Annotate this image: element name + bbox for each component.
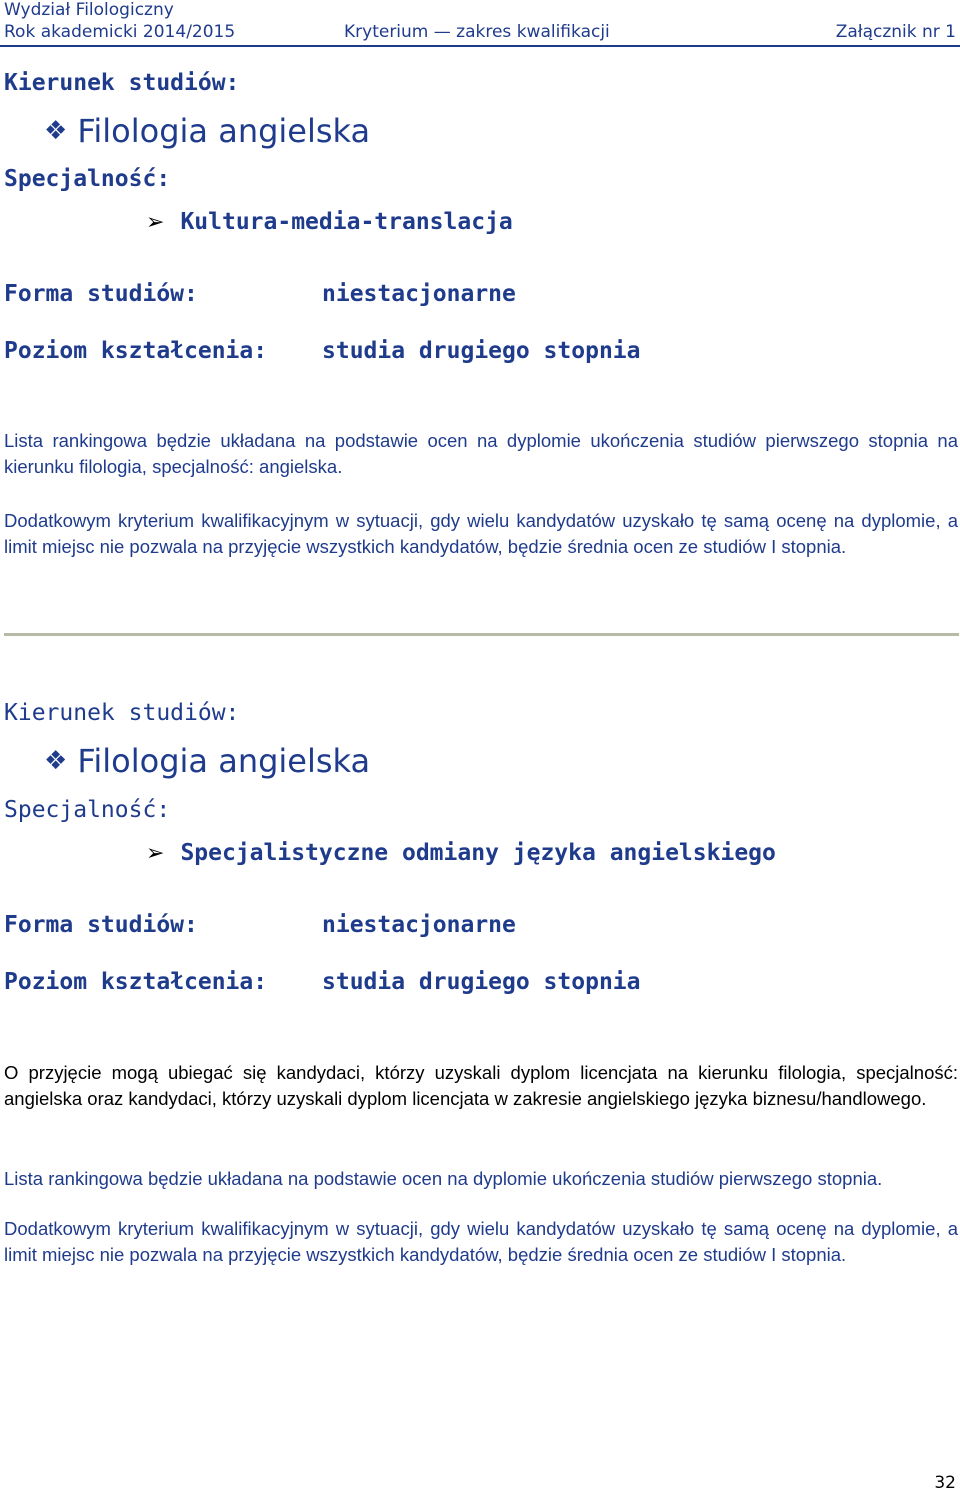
- major-heading: [44, 742, 370, 780]
- eligibility-paragraph: O przyjęcie mogą ubiegać się kandydaci, którzy uzyskali dyplom licencjata na kierunku filologia, specjalność: angielska oraz kandydaci, którzy uzyskali dyplom licencjata w zakresie angielskiego języka biznesu/handlowego.: [4, 1062, 958, 1109]
- header-divider: [0, 45, 960, 47]
- criterion-title: Kryterium — zakres kwalifikacji: [344, 22, 610, 42]
- major-label: Kierunek studiów:: [4, 70, 240, 96]
- level-value: studia drugiego stopnia: [322, 338, 641, 364]
- additional-criterion-paragraph: Dodatkowym kryterium kwalifikacyjnym w sytuacji, gdy wielu kandydatów uzyskało tę samą ocenę na dyplomie, a limit miejsc nie pozwala na przyjęcie wszystkich kandydatów, będzie średnia ocen ze studiów I stopnia.: [4, 1218, 958, 1265]
- specialty-name: Specjalistyczne odmiany języka angielskiego: [180, 840, 776, 866]
- major-label: Kierunek studiów:: [4, 700, 240, 726]
- diamond-bullet-icon: ❖: [44, 116, 68, 146]
- ranking-paragraph: Lista rankingowa będzie układana na podstawie ocen na dyplomie ukończenia studiów pierwszego stopnia.: [4, 1168, 883, 1189]
- form-label: Forma studiów:: [4, 281, 198, 307]
- form-value: niestacjonarne: [322, 912, 516, 938]
- specialty-heading: [146, 209, 513, 235]
- major-name: Filologia angielska: [77, 112, 371, 150]
- academic-year: Rok akademicki 2014/2015: [4, 22, 236, 42]
- level-label: Poziom kształcenia:: [4, 338, 268, 364]
- specialty-label: Specjalność:: [4, 166, 171, 192]
- arrow-bullet-icon: ➢: [146, 841, 165, 866]
- page-header: [0, 0, 960, 44]
- major-heading: [44, 112, 370, 150]
- page-number: 32: [934, 1473, 956, 1493]
- ranking-paragraph: Lista rankingowa będzie układana na podstawie ocen na dyplomie ukończenia studiów pierwszego stopnia na kierunku filologia, specjalność: angielska.: [4, 430, 958, 477]
- diamond-bullet-icon: ❖: [44, 746, 68, 776]
- specialty-name: Kultura-media-translacja: [180, 209, 513, 235]
- arrow-bullet-icon: ➢: [146, 210, 165, 235]
- specialty-label: Specjalność:: [4, 797, 171, 823]
- major-name: Filologia angielska: [77, 742, 371, 780]
- additional-criterion-paragraph: Dodatkowym kryterium kwalifikacyjnym w sytuacji, gdy wielu kandydatów uzyskało tę samą ocenę na dyplomie, a limit miejsc nie pozwala na przyjęcie wszystkich kandydatów, będzie średnia ocen ze studiów I stopnia.: [4, 510, 958, 557]
- faculty-name: Wydział Filologiczny: [4, 0, 174, 20]
- specialty-heading: [146, 840, 776, 866]
- level-value: studia drugiego stopnia: [322, 969, 641, 995]
- level-label: Poziom kształcenia:: [4, 969, 268, 995]
- section-divider: [4, 633, 959, 636]
- form-value: niestacjonarne: [322, 281, 516, 307]
- annex-label: Załącznik nr 1: [835, 22, 956, 42]
- form-label: Forma studiów:: [4, 912, 198, 938]
